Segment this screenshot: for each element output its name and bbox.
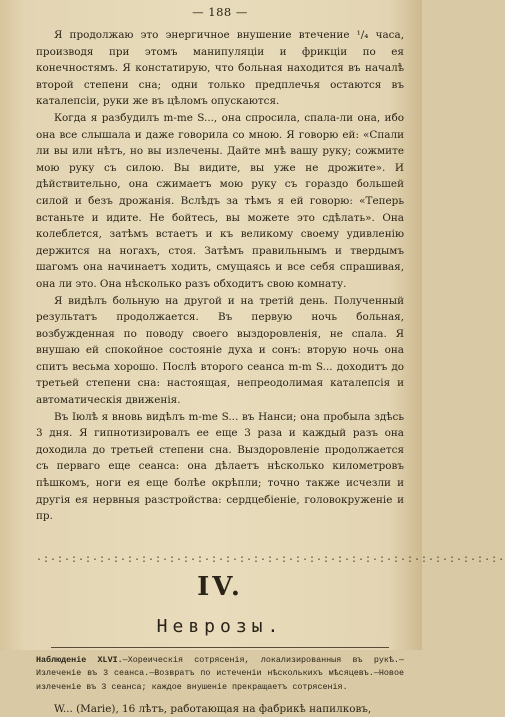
page-number: — 188 —	[192, 5, 248, 19]
observation-summary	[36, 654, 404, 695]
observation-text: —Хореическія сотрясенія, локализированныя въ рукѣ.—Излеченіе въ 3 сеанса.—Возвратъ по истеченіи нѣсколькихъ мѣсяцевъ.—Новое излеченіе въ 3 сеанса; каждое внушеніе прекращаетъ сотрясенія.	[36, 654, 404, 692]
paragraph-2: Когда я разбудилъ m-me S..., она спросила, спала-ли она, ибо она все слышала и даже говорила со мною. Я говорю ей: «Спали ли вы или нѣтъ, но вы излечены. Дайте мнѣ вашу руку; сожмите мою руку съ силою. Вы видите, вы уже не дрожите». И дѣйствительно, она сжимаетъ мою руку съ гораздо большей силой и безъ дрожанія. Вслѣдъ за тѣмъ я ей говорю: «Теперь встаньте и идите. Не бойтесь, вы можете это сдѣлать». Она колеблется, затѣмъ встаетъ и къ великому своему удивленію держится на ногахъ, стоя. Затѣмъ правильнымъ и твердымъ шагомъ она начинаетъ ходить, смущаясь и все себя спрашивая, она ли это. Она нѣсколько разъ обходитъ свою комнату.	[36, 111, 404, 290]
case-intro-line: W... (Marie), 16 лѣтъ, работающая на фабрикѣ напилковъ,	[54, 702, 372, 715]
chapter-number: IV.	[197, 571, 243, 602]
ornament-divider: ·:·:·:·:·:·:·:·:·:·:·:·:·:·:·:·:·:·:·:·:·:·:·:·:·:·:·:·:·:·:·:·:·:·	[36, 554, 505, 566]
chapter-title: Неврозы.	[156, 615, 284, 637]
observation-heading: Наблюденіе XLVI.	[36, 654, 123, 665]
paragraph-1: Я продолжаю это энергичное внушение втечение ¹/₄ часа, производя при этомъ манипуляціи и фрикціи по ея конечностямъ. Я констатирую, что больная находится въ началѣ второй степени сна; одни только предплечья остаются въ каталепсіи, руки же въ цѣломъ опускаются.	[36, 29, 404, 108]
paragraph-4: Въ Іюлѣ я вновь видѣлъ m-me S... въ Нанси; она пробыла здѣсь 3 дня. Я гипнотизировалъ ее еще 3 раза и каждый разъ она доходила до третьей степени сна. Выздоровленіе продолжается съ перваго еще сеанса: она дѣлаетъ нѣсколько километровъ пѣшкомъ, ноги ея еще болѣе окрѣпли; точно также исчезли и другія ея нервныя разстройства: сердцебіеніе, головокруженіе и пр.	[36, 410, 404, 523]
chapter-heading	[36, 554, 505, 637]
paragraph-3: Я видѣлъ больную на другой и на третій день. Полученный результатъ продолжается. Въ первую ночь больная, возбужденная по поводу своего выздоровленія, не спала. Я внушаю ей спокойное состояніе духа и сонъ: вторую ночь она спитъ весьма хорошо. Послѣ второго сеанса m-m S... доходитъ до третьей степени сна: настоящая, непреодолимая каталепсія и автоматическія движенія.	[36, 294, 404, 407]
section-rule	[51, 647, 390, 648]
